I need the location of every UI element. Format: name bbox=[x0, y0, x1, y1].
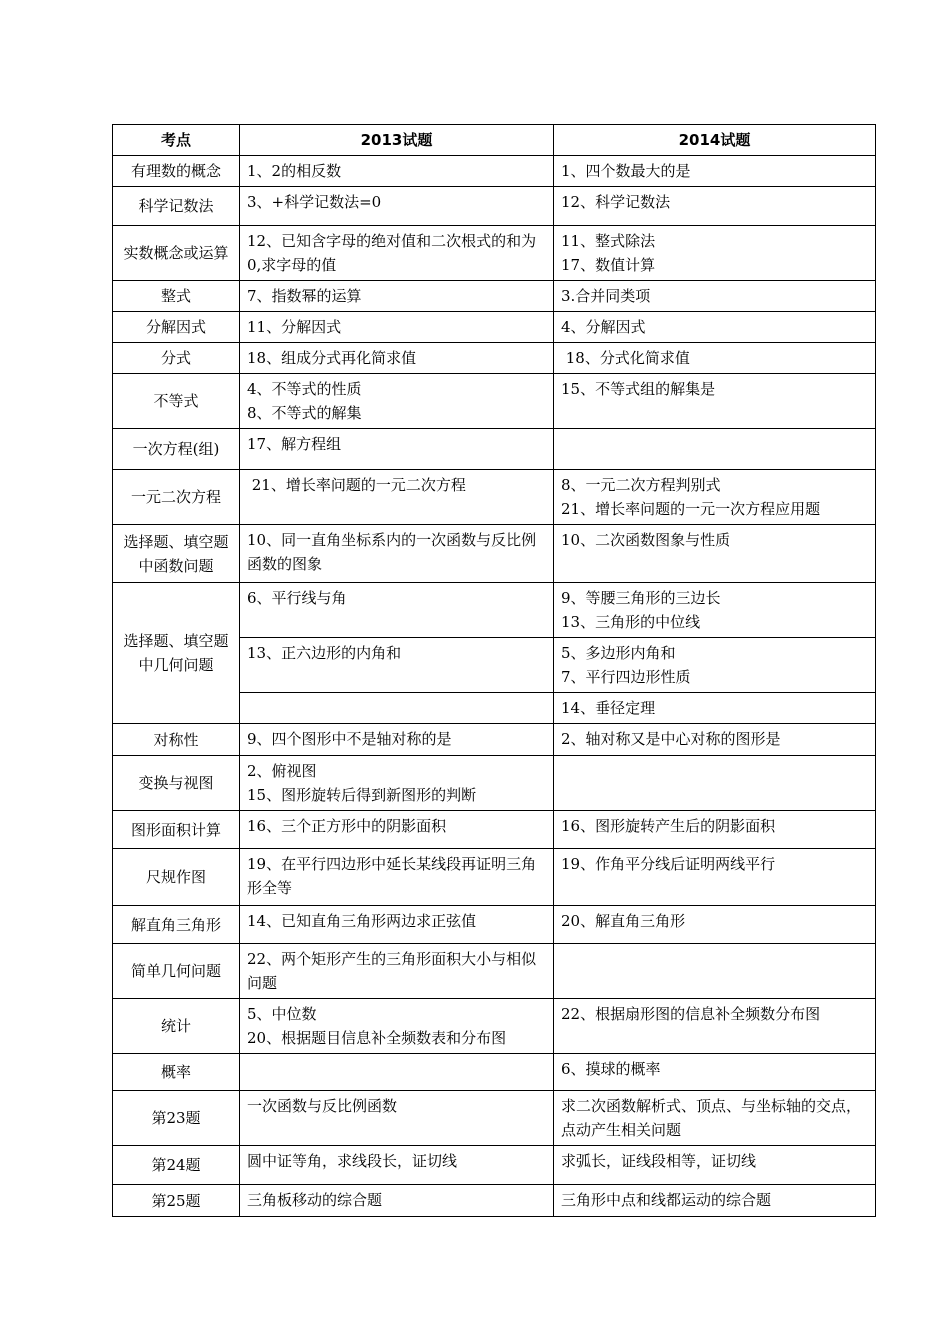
cell-2013 bbox=[240, 312, 554, 343]
item-text: 14、已知直角三角形两边求正弦值 bbox=[247, 912, 477, 930]
item-text: 13、三角形的中位线 bbox=[561, 613, 701, 631]
item-text: 8、一元二次方程判别式 bbox=[561, 476, 721, 494]
item-text: 3、+科学记数法=0 bbox=[247, 193, 382, 211]
table-row bbox=[113, 429, 876, 470]
table-row bbox=[113, 906, 876, 944]
table-row bbox=[113, 756, 876, 811]
item-text: 14、垂径定理 bbox=[561, 699, 656, 717]
cell-2014 bbox=[554, 1091, 876, 1146]
item-text: 12、已知含字母的绝对值和二次根式的和为0,求字母的值 bbox=[247, 232, 537, 274]
item-text: 11、分解因式 bbox=[247, 318, 342, 336]
item-text: 17、数值计算 bbox=[561, 256, 656, 274]
table-row bbox=[113, 187, 876, 226]
item-text: 1、四个数最大的是 bbox=[561, 162, 691, 180]
cell-2014 bbox=[554, 583, 876, 638]
table-row bbox=[113, 226, 876, 281]
cell-2013 bbox=[240, 999, 554, 1054]
cell-2013 bbox=[240, 693, 554, 724]
cell-2014 bbox=[554, 906, 876, 944]
cell-2014 bbox=[554, 756, 876, 811]
item-text: 6、摸球的概率 bbox=[561, 1060, 661, 1078]
item-text: 15、图形旋转后得到新图形的判断 bbox=[247, 786, 477, 804]
table-row bbox=[113, 724, 876, 756]
item-text: 18、分式化简求值 bbox=[561, 349, 690, 367]
cell-2013 bbox=[240, 470, 554, 525]
item-text: 7、平行四边形性质 bbox=[561, 668, 691, 686]
item-text: 7、指数幂的运算 bbox=[247, 287, 362, 305]
cell-2014 bbox=[554, 156, 876, 187]
topic-cell: 一次方程(组) bbox=[113, 429, 240, 470]
table-row bbox=[113, 312, 876, 343]
exam-topic-table bbox=[112, 124, 876, 1217]
topic-cell: 解直角三角形 bbox=[113, 906, 240, 944]
topic-cell: 分解因式 bbox=[113, 312, 240, 343]
topic-cell: 简单几何问题 bbox=[113, 944, 240, 999]
cell-2014 bbox=[554, 693, 876, 724]
cell-2013 bbox=[240, 156, 554, 187]
item-text: 4、不等式的性质 bbox=[247, 380, 362, 398]
item-text: 15、不等式组的解集是 bbox=[561, 380, 716, 398]
cell-2013 bbox=[240, 724, 554, 756]
topic-cell: 一元二次方程 bbox=[113, 470, 240, 525]
cell-2014 bbox=[554, 312, 876, 343]
cell-2013 bbox=[240, 343, 554, 374]
topic-cell: 实数概念或运算 bbox=[113, 226, 240, 281]
topic-cell: 统计 bbox=[113, 999, 240, 1054]
cell-2013 bbox=[240, 374, 554, 429]
topic-cell: 第25题 bbox=[113, 1185, 240, 1217]
table-row bbox=[113, 374, 876, 429]
item-text: 6、平行线与角 bbox=[247, 589, 347, 607]
topic-cell: 第24题 bbox=[113, 1146, 240, 1185]
topic-cell: 选择题、填空题中几何问题 bbox=[113, 583, 240, 724]
topic-cell: 对称性 bbox=[113, 724, 240, 756]
item-text: 2、俯视图 bbox=[247, 762, 317, 780]
cell-2013 bbox=[240, 849, 554, 906]
cell-2014 bbox=[554, 944, 876, 999]
cell-2013 bbox=[240, 1091, 554, 1146]
item-text: 20、解直角三角形 bbox=[561, 912, 686, 930]
cell-2013 bbox=[240, 583, 554, 638]
topic-cell: 科学记数法 bbox=[113, 187, 240, 226]
cell-2014 bbox=[554, 1054, 876, 1091]
item-text: 三角板移动的综合题 bbox=[247, 1191, 383, 1209]
item-text: 求二次函数解析式、顶点、与坐标轴的交点，点动产生相关问题 bbox=[561, 1097, 862, 1139]
cell-2014 bbox=[554, 226, 876, 281]
table-row bbox=[113, 811, 876, 849]
table-row bbox=[113, 281, 876, 312]
item-text: 20、根据题目信息补全频数表和分布图 bbox=[247, 1029, 507, 1047]
cell-2014 bbox=[554, 1185, 876, 1217]
item-text: 13、正六边形的内角和 bbox=[247, 644, 402, 662]
header-2013: 2013试题 bbox=[240, 125, 554, 156]
topic-cell: 尺规作图 bbox=[113, 849, 240, 906]
table-row bbox=[113, 1054, 876, 1091]
table-row bbox=[113, 1185, 876, 1217]
topic-cell: 不等式 bbox=[113, 374, 240, 429]
item-text: 21、增长率问题的一元二次方程 bbox=[247, 476, 466, 494]
cell-2014 bbox=[554, 724, 876, 756]
cell-2014 bbox=[554, 1146, 876, 1185]
header-2014: 2014试题 bbox=[554, 125, 876, 156]
item-text: 16、三个正方形中的阴影面积 bbox=[247, 817, 447, 835]
item-text: 11、整式除法 bbox=[561, 232, 656, 250]
item-text: 19、作角平分线后证明两线平行 bbox=[561, 855, 776, 873]
topic-cell: 图形面积计算 bbox=[113, 811, 240, 849]
cell-2013 bbox=[240, 811, 554, 849]
item-text: 21、增长率问题的一元一次方程应用题 bbox=[561, 500, 821, 518]
table-row bbox=[113, 849, 876, 906]
cell-2014 bbox=[554, 525, 876, 583]
table-row bbox=[113, 1146, 876, 1185]
item-text: 8、不等式的解集 bbox=[247, 404, 362, 422]
cell-2013 bbox=[240, 281, 554, 312]
table-row bbox=[113, 470, 876, 525]
table-row bbox=[113, 525, 876, 583]
topic-cell: 第23题 bbox=[113, 1091, 240, 1146]
item-text: 12、科学记数法 bbox=[561, 193, 671, 211]
cell-2014 bbox=[554, 470, 876, 525]
item-text: 22、两个矩形产生的三角形面积大小与相似问题 bbox=[247, 950, 537, 992]
topic-cell: 整式 bbox=[113, 281, 240, 312]
topic-cell: 概率 bbox=[113, 1054, 240, 1091]
table-row bbox=[113, 343, 876, 374]
table-row bbox=[113, 156, 876, 187]
item-text: 16、图形旋转产生后的阴影面积 bbox=[561, 817, 776, 835]
cell-2013 bbox=[240, 525, 554, 583]
item-text: 圆中证等角，求线段长，证切线 bbox=[247, 1152, 458, 1170]
topic-cell: 有理数的概念 bbox=[113, 156, 240, 187]
item-text: 17、解方程组 bbox=[247, 435, 342, 453]
cell-2014 bbox=[554, 849, 876, 906]
item-text: 9、四个图形中不是轴对称的是 bbox=[247, 730, 452, 748]
cell-2014 bbox=[554, 999, 876, 1054]
item-text: 3.合并同类项 bbox=[561, 287, 651, 305]
cell-2014 bbox=[554, 187, 876, 226]
item-text: 2、轴对称又是中心对称的图形是 bbox=[561, 730, 781, 748]
cell-2013 bbox=[240, 944, 554, 999]
topic-cell: 变换与视图 bbox=[113, 756, 240, 811]
item-text: 5、多边形内角和 bbox=[561, 644, 676, 662]
topic-cell: 选择题、填空题中函数问题 bbox=[113, 525, 240, 583]
table-row bbox=[113, 944, 876, 999]
cell-2014 bbox=[554, 343, 876, 374]
cell-2013 bbox=[240, 429, 554, 470]
table-row bbox=[113, 999, 876, 1054]
cell-2014 bbox=[554, 374, 876, 429]
cell-2013 bbox=[240, 1054, 554, 1091]
item-text: 5、中位数 bbox=[247, 1005, 317, 1023]
table-row bbox=[113, 583, 876, 638]
item-text: 19、在平行四边形中延长某线段再证明三角形全等 bbox=[247, 855, 537, 897]
item-text: 22、根据扇形图的信息补全频数分布图 bbox=[561, 1005, 821, 1023]
cell-2014 bbox=[554, 281, 876, 312]
cell-2013 bbox=[240, 226, 554, 281]
cell-2013 bbox=[240, 187, 554, 226]
cell-2013 bbox=[240, 906, 554, 944]
header-topic: 考点 bbox=[113, 125, 240, 156]
cell-2013 bbox=[240, 756, 554, 811]
table-row bbox=[113, 1091, 876, 1146]
item-text: 求弧长，证线段相等，证切线 bbox=[561, 1152, 757, 1170]
cell-2013 bbox=[240, 638, 554, 693]
cell-2014 bbox=[554, 429, 876, 470]
item-text: 10、同一直角坐标系内的一次函数与反比例函数的图象 bbox=[247, 531, 537, 573]
item-text: 4、分解因式 bbox=[561, 318, 646, 336]
cell-2013 bbox=[240, 1146, 554, 1185]
item-text: 一次函数与反比例函数 bbox=[247, 1097, 398, 1115]
cell-2013 bbox=[240, 1185, 554, 1217]
item-text: 18、组成分式再化简求值 bbox=[247, 349, 417, 367]
item-text: 三角形中点和线都运动的综合题 bbox=[561, 1191, 772, 1209]
table-header-row bbox=[113, 125, 876, 156]
item-text: 10、二次函数图象与性质 bbox=[561, 531, 731, 549]
item-text: 9、等腰三角形的三边长 bbox=[561, 589, 721, 607]
item-text: 1、2的相反数 bbox=[247, 162, 342, 180]
cell-2014 bbox=[554, 811, 876, 849]
topic-cell: 分式 bbox=[113, 343, 240, 374]
cell-2014 bbox=[554, 638, 876, 693]
